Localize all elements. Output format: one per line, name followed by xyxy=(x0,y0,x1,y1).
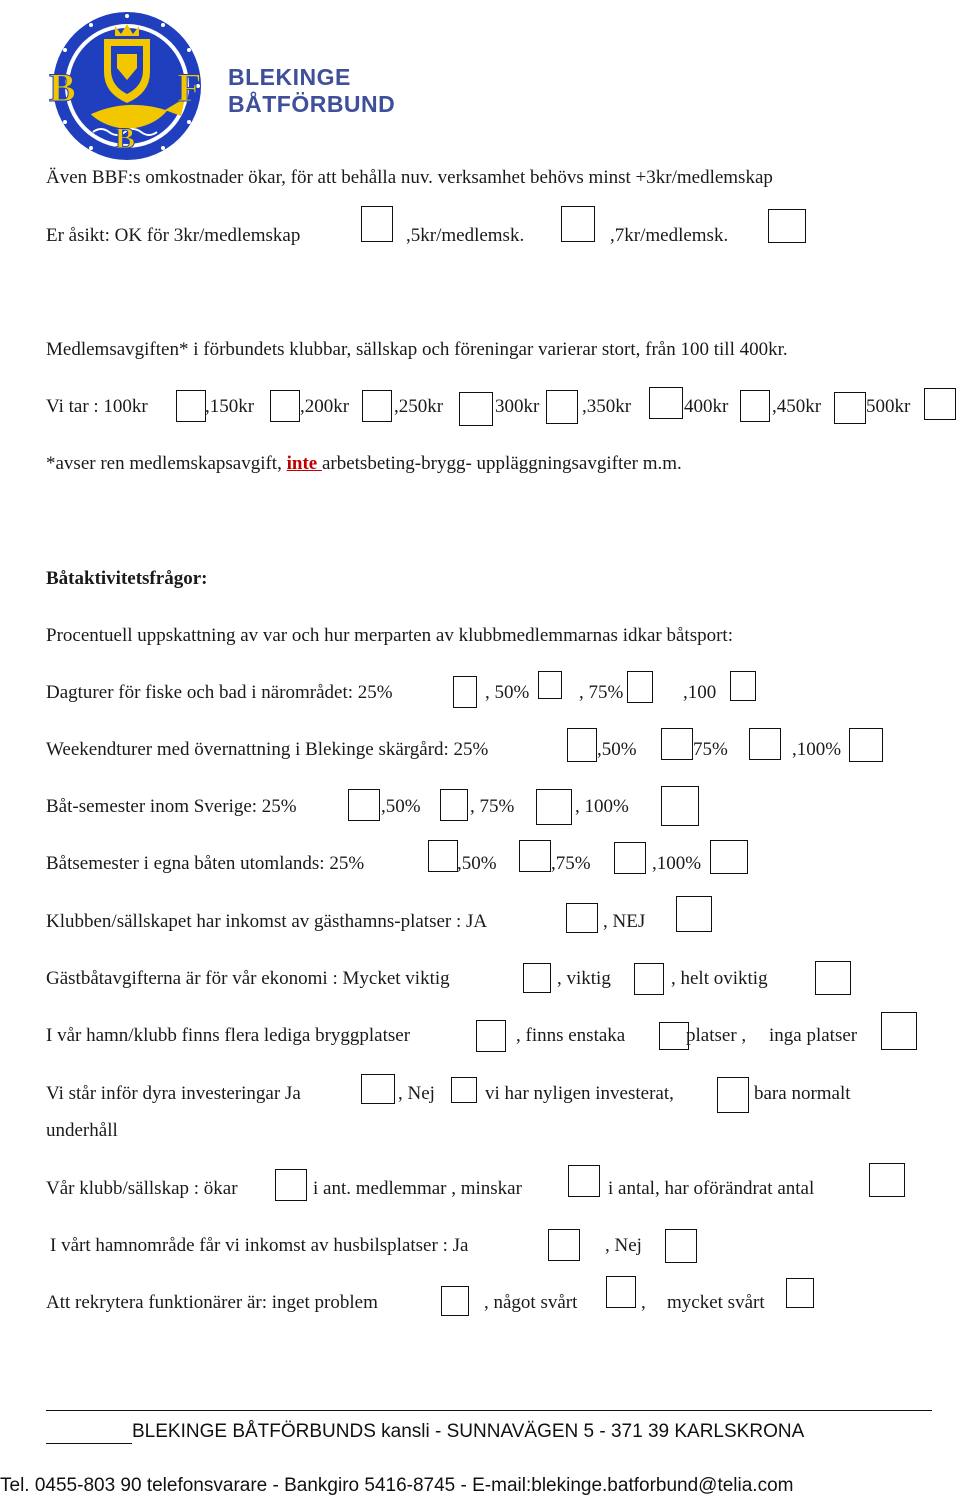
q1-50-label: , 50% xyxy=(485,682,530,703)
checkbox-q6-helt-oviktig[interactable] xyxy=(815,961,851,995)
checkbox-q1-25[interactable] xyxy=(453,676,477,708)
q10-nej-label: , Nej xyxy=(605,1235,642,1256)
q3-label: Båt-semester inom Sverige: 25% xyxy=(46,796,297,817)
q7-label: I vår hamn/klubb finns flera lediga bryggplatser xyxy=(46,1025,411,1046)
q1-label: Dagturer för fiske och bad i närområdet: 25% xyxy=(46,682,393,703)
checkbox-fee-150[interactable] xyxy=(270,390,300,422)
opinion-label: Er åsikt: OK för 3kr/medlemskap xyxy=(46,225,301,246)
q11-label: Att rekrytera funktionärer är: inget problem xyxy=(46,1292,378,1313)
seal-letter-f-right: F xyxy=(177,65,202,110)
fee-footnote-post: arbetsbeting-brygg- uppläggningsavgifter m.m. xyxy=(321,453,682,474)
footer-contact: Tel. 0455-803 90 telefonsvarare - Bankgiro 5416-8745 - E-mail:blekinge.batforbund@telia.com xyxy=(0,1475,794,1496)
checkbox-q6-mycket-viktig[interactable] xyxy=(523,963,551,993)
checkbox-fee-200[interactable] xyxy=(362,390,392,422)
fee-option-250-label: ,250kr xyxy=(394,396,444,417)
q6-oviktig-label: , helt oviktig xyxy=(671,968,768,989)
checkbox-q1-100[interactable] xyxy=(730,671,756,701)
checkbox-q11-mycket[interactable] xyxy=(786,1278,814,1308)
checkbox-fee-350[interactable] xyxy=(649,387,683,419)
checkbox-q9-okar[interactable] xyxy=(275,1169,307,1201)
checkbox-q4-50[interactable] xyxy=(519,840,551,872)
checkbox-q4-25[interactable] xyxy=(428,840,458,872)
checkbox-q5-ja[interactable] xyxy=(566,903,598,933)
q3-50-label: ,50% xyxy=(381,796,421,817)
q11-mycket-label: mycket svårt xyxy=(667,1292,765,1313)
fee-option-200-label: ,200kr xyxy=(300,396,350,417)
footer-rule-short xyxy=(46,1443,132,1444)
q9-label: Vår klubb/sällskap : ökar xyxy=(46,1178,238,1199)
q6-label: Gästbåtavgifterna är för vår ekonomi : Mycket viktig xyxy=(46,968,450,989)
q2-50-label: ,50% xyxy=(597,739,637,760)
fee-option-500-label: 500kr xyxy=(866,396,911,417)
checkbox-q11-nagot[interactable] xyxy=(606,1276,636,1308)
checkbox-q4-75[interactable] xyxy=(614,842,646,874)
q8-underhall-label: underhåll xyxy=(46,1120,118,1141)
q4-label: Båtsemester i egna båten utomlands: 25% xyxy=(46,853,365,874)
q5-label: Klubben/sällskapet har inkomst av gästhamns-platser : JA xyxy=(46,911,488,932)
checkbox-q10-ja[interactable] xyxy=(548,1229,580,1261)
org-name-line2: BÅTFÖRBUND xyxy=(228,91,396,117)
q1-100-label: ,100 xyxy=(683,682,717,703)
checkbox-q9-minskar[interactable] xyxy=(568,1165,600,1197)
checkbox-q5-nej[interactable] xyxy=(676,896,712,932)
q3-75-label: , 75% xyxy=(470,796,515,817)
checkbox-q9-oforandrat[interactable] xyxy=(869,1163,905,1197)
option-5kr-label: ,5kr/medlemsk. xyxy=(406,225,525,246)
checkbox-q8-nej[interactable] xyxy=(451,1077,477,1103)
org-logo xyxy=(45,10,215,162)
checkbox-q2-100[interactable] xyxy=(849,728,883,762)
checkbox-q3-50[interactable] xyxy=(440,789,468,821)
q4-75-label: ,75% xyxy=(551,853,591,874)
q2-75-label: 75% xyxy=(693,739,728,760)
fee-footnote-inte: inte xyxy=(286,453,322,474)
checkbox-q3-75[interactable] xyxy=(536,789,572,825)
org-name-line1: BLEKINGE xyxy=(228,64,351,90)
q8-normalt-label: bara normalt xyxy=(754,1083,851,1104)
checkbox-q7-flera[interactable] xyxy=(476,1020,506,1052)
seal-letter-b-left: B xyxy=(49,65,76,110)
checkbox-fee-500[interactable] xyxy=(924,388,956,420)
checkbox-q1-75[interactable] xyxy=(627,671,653,703)
q9-minskar-label: i ant. medlemmar , minskar xyxy=(313,1178,522,1199)
checkbox-q6-viktig[interactable] xyxy=(634,963,664,995)
q8-label: Vi står inför dyra investeringar Ja xyxy=(46,1083,301,1104)
q4-50-label: ,50% xyxy=(457,853,497,874)
cost-statement: Även BBF:s omkostnader ökar, för att behålla nuv. verksamhet behövs minst +3kr/medlemskap xyxy=(46,167,773,188)
checkbox-3kr[interactable] xyxy=(361,206,393,242)
checkbox-q8-ja[interactable] xyxy=(361,1074,395,1104)
checkbox-q8-nyligen[interactable] xyxy=(717,1077,749,1113)
fee-option-100-label: Vi tar : 100kr xyxy=(46,396,148,417)
q2-label: Weekendturer med övernattning i Blekinge skärgård: 25% xyxy=(46,739,489,760)
q4-100-label: ,100% xyxy=(652,853,702,874)
checkbox-q4-100[interactable] xyxy=(710,840,748,874)
checkbox-q3-100[interactable] xyxy=(661,786,699,826)
q7-inga-label: inga platser xyxy=(769,1025,858,1046)
q8-nej-label: , Nej xyxy=(398,1083,435,1104)
fee-option-150-label: ,150kr xyxy=(205,396,255,417)
q8-nyligen-label: vi har nyligen investerat, xyxy=(485,1083,674,1104)
checkbox-q11-inget[interactable] xyxy=(441,1286,469,1316)
q6-viktig-label: , viktig xyxy=(557,968,611,989)
checkbox-q2-50[interactable] xyxy=(661,728,693,760)
q1-75-label: , 75% xyxy=(579,682,624,703)
activity-intro: Procentuell uppskattning av var och hur merparten av klubbmedlemmarnas idkar båtsport: xyxy=(46,625,733,646)
activity-heading: Båtaktivitetsfrågor: xyxy=(46,568,208,589)
checkbox-q10-nej[interactable] xyxy=(665,1229,697,1263)
fee-option-350-label: ,350kr xyxy=(582,396,632,417)
checkbox-fee-400[interactable] xyxy=(740,390,770,422)
checkbox-fee-250[interactable] xyxy=(459,392,493,426)
q5-nej-label: , NEJ xyxy=(603,911,646,932)
q11-comma-label: , xyxy=(641,1292,646,1313)
checkbox-q1-50[interactable] xyxy=(538,671,562,699)
checkbox-fee-100[interactable] xyxy=(176,390,206,422)
checkbox-5kr[interactable] xyxy=(561,206,595,242)
footer-rule-top xyxy=(46,1410,932,1411)
checkbox-q2-75[interactable] xyxy=(749,728,781,760)
q11-nagot-label: , något svårt xyxy=(484,1292,578,1313)
option-7kr-label: ,7kr/medlemsk. xyxy=(610,225,729,246)
checkbox-q3-25[interactable] xyxy=(348,789,380,821)
fee-footnote xyxy=(46,453,682,475)
q9-oforandrat-label: i antal, har oförändrat antal xyxy=(608,1178,815,1199)
fee-option-450-label: ,450kr xyxy=(772,396,822,417)
checkbox-q2-25[interactable] xyxy=(567,728,597,762)
q7-platser-label: platser , xyxy=(686,1025,747,1046)
seal-letter-b-bottom: B xyxy=(115,122,136,155)
q3-100-label: , 100% xyxy=(575,796,629,817)
checkbox-q7-enstaka[interactable] xyxy=(659,1022,689,1050)
q10-label: I vårt hamnområde får vi inkomst av husbilsplatser : Ja xyxy=(50,1235,469,1256)
checkbox-fee-450[interactable] xyxy=(834,392,866,424)
fee-statement: Medlemsavgiften* i förbundets klubbar, sällskap och föreningar varierar stort, från 100 till 400kr. xyxy=(46,339,788,360)
checkbox-7kr[interactable] xyxy=(768,209,806,243)
checkbox-q7-inga[interactable] xyxy=(881,1012,917,1050)
checkbox-fee-300[interactable] xyxy=(546,390,578,424)
fee-option-400-label: 400kr xyxy=(684,396,729,417)
fee-footnote-pre: *avser ren medlemskapsavgift, xyxy=(46,453,287,474)
q2-100-label: ,100% xyxy=(792,739,842,760)
q7-enstaka-label: , finns enstaka xyxy=(516,1025,626,1046)
footer-address: BLEKINGE BÅTFÖRBUNDS kansli - SUNNAVÄGEN 5 - 371 39 KARLSKRONA xyxy=(132,1421,805,1442)
fee-option-300-label: 300kr xyxy=(495,396,540,417)
